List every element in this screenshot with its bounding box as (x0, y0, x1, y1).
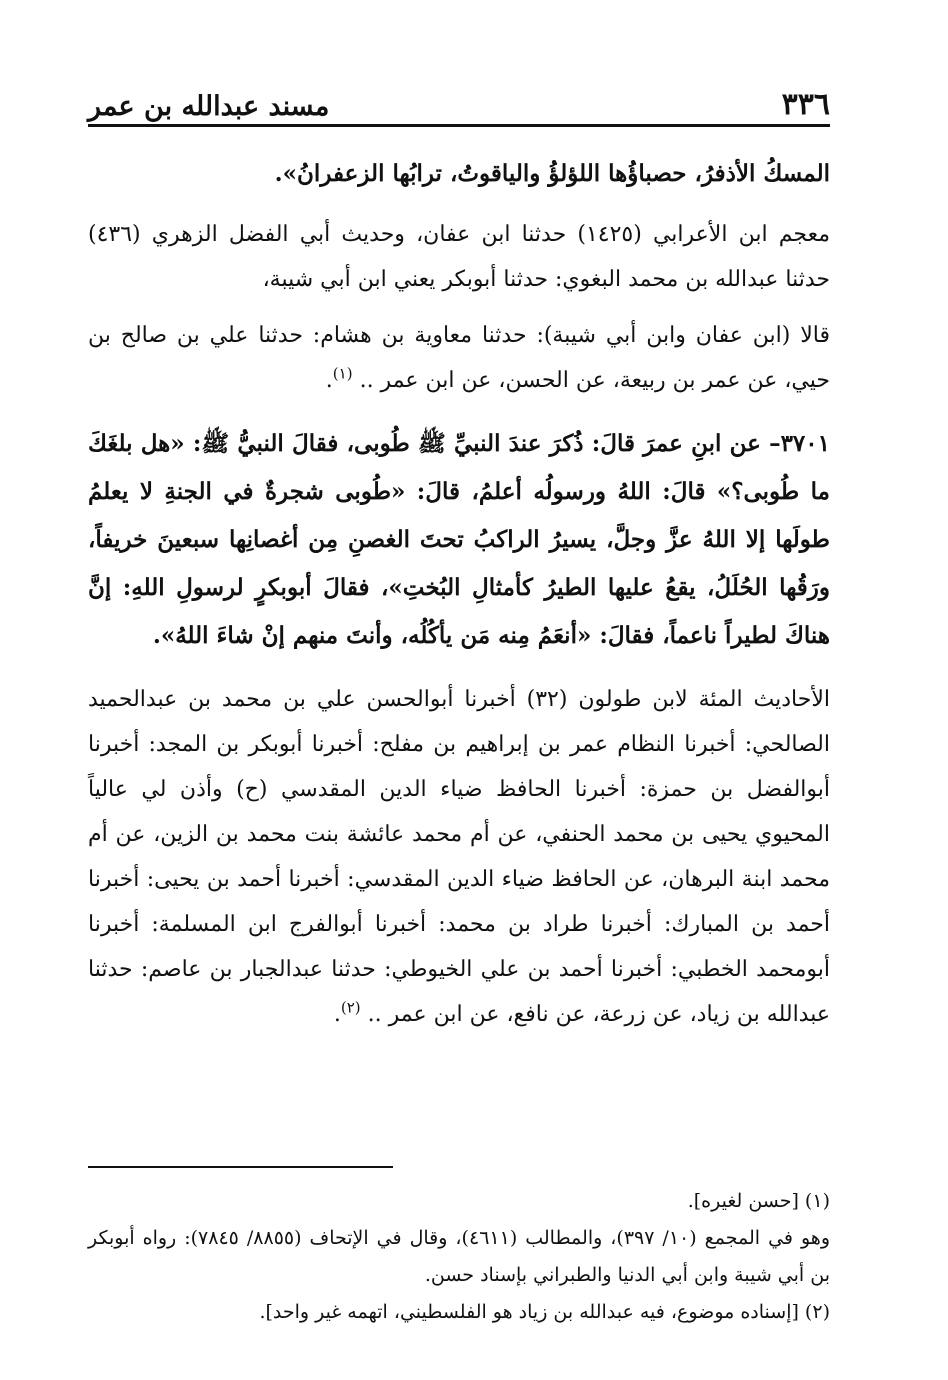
source-paragraph-3: الأحاديث المئة لابن طولون (٣٢) أخبرنا أبوالحسن علي بن محمد بن عبدالحميد الصالحي: أخبرنا النظام عمر بن إبراهيم بن مفلح: أخبرنا أبوبكر بن المجد: أخبرنا أبوالفضل بن حمزة: أخبرنا الحافظ ضياء الدين المقدسي (ح) وأذن لي عالياً المحيوي يحيى بن محمد الحنفي، عن أم محمد عائشة بنت محمد بن الزين، عن أم محمد ابنة البرهان، عن الحافظ ضياء الدين المقدسي: أخبرنا أحمد بن يحيى: أخبرنا أحمد بن المبارك: أخبرنا طراد بن محمد: أخبرنا أبوالفرج ابن المسلمة: أخبرنا أبومحمد الخطبي: أخبرنا أحمد بن علي الخيوطي: حدثنا عبدالجبار بن عاصم: حدثنا عبدالله بن زياد، عن زرعة، عن نافع، عن ابن عمر .. $^{(٢)}$. (88, 687, 830, 1027)
page-header (88, 78, 830, 127)
source-paragraph-2-text: قالا (ابن عفان وابن أبي شيبة): حدثنا معاوية بن هشام: حدثنا علي بن صالح بن حيي، عن عمر بن ربيعة، عن الحسن، عن ابن عمر .. (88, 323, 830, 393)
running-title: مسند عبدالله بن عمر (88, 91, 330, 122)
source-paragraph-1: معجم ابن الأعرابي (١٤٢٥) حدثنا ابن عفان، وحديث أبي الفضل الزهري (٤٣٦) حدثنا عبدالله بن محمد البغوي: حدثنا أبوبكر يعني ابن أبي شيبة، (88, 222, 830, 292)
page-body (88, 150, 830, 1037)
footnote-1: (١) [حسن لغيره]. (687, 1190, 830, 1212)
footnote-2: (٢) [إسناده موضوع، فيه عبدالله بن زياد هو الفلسطيني، اتهمه غير واحد]. (259, 1301, 830, 1323)
page-number: ٣٣٦ (781, 87, 830, 122)
continued-hadith-text: المسكُ الأذفرُ، حصباؤُها اللؤلؤُ والياقوتُ، ترابُها الزعفرانُ». (274, 160, 830, 187)
hadith-3701: ٣٧٠١– عن ابنِ عمرَ قالَ: ذُكرَ عندَ النبيِّ ﷺ طُوبى، فقالَ النبيُّ ﷺ: «هل بلغَكَ ما طُوبى؟» قالَ: اللهُ ورسولُه أعلمُ، قالَ: «طُوبى شجرةٌ في الجنةِ لا يعلمُ طولَها إلا اللهُ عزَّ وجلَّ، يسيرُ الراكبُ تحتَ الغصنِ مِن أغصانِها سبعينَ خريفاً، ورَقُها الحُلَلُ، يقعُ عليها الطيرُ كأمثالِ البُختِ»، فقالَ أبوبكرٍ لرسولِ اللهِ: إنَّ هناكَ لطيراً ناعماً، فقالَ: «أنعَمُ مِنه مَن يأكُلُه، وأنتَ منهم إنْ شاءَ اللهُ». (88, 430, 830, 649)
footnote-1-detail: وهو في المجمع (١٠/ ٣٩٧)، والمطالب (٤٦١١)، وقال في الإتحاف (٨٨٥٥/ ٧٨٤٥): رواه أبوبكر بن أبي شيبة وابن أبي الدنيا والطبراني بإسناد حسن. (88, 1227, 831, 1286)
source-paragraph-3-text: الأحاديث المئة لابن طولون (٣٢) أخبرنا أبوالحسن علي بن محمد بن عبدالحميد الصالحي: أخبرنا النظام عمر بن إبراهيم بن مفلح: أخبرنا أبوبكر بن المجد: أخبرنا أبوالفضل بن حمزة: أخبرنا الحافظ ضياء الدين المقدسي (ح) وأذن لي عالياً المحيوي يحيى بن محمد الحنفي، عن أم محمد عائشة بنت محمد بن الزين، عن أم محمد ابنة البرهان، عن الحافظ ضياء الدين المقدسي: أخبرنا أحمد بن يحيى: أخبرنا أحمد بن المبارك: أخبرنا طراد بن محمد: أخبرنا أبوالفرج ابن المسلمة: أخبرنا أبومحمد الخطبي: أخبرنا أحمد بن علي الخيوطي: حدثنا عبدالجبار بن عاصم: حدثنا عبدالله بن زياد، عن زرعة، عن نافع، عن ابن عمر .. (88, 687, 830, 1027)
footnote-divider (88, 1166, 393, 1168)
footnotes (88, 1183, 830, 1331)
footnote-ref-1: (١) (332, 364, 353, 383)
source-paragraph-2: قالا (ابن عفان وابن أبي شيبة): حدثنا معاوية بن هشام: حدثنا علي بن صالح بن حيي، عن عمر بن ربيعة، عن الحسن، عن ابن عمر .. $^{(١)}$. (88, 323, 830, 393)
book-page (88, 78, 830, 1328)
footnote-ref-2: (٢) (340, 998, 361, 1017)
